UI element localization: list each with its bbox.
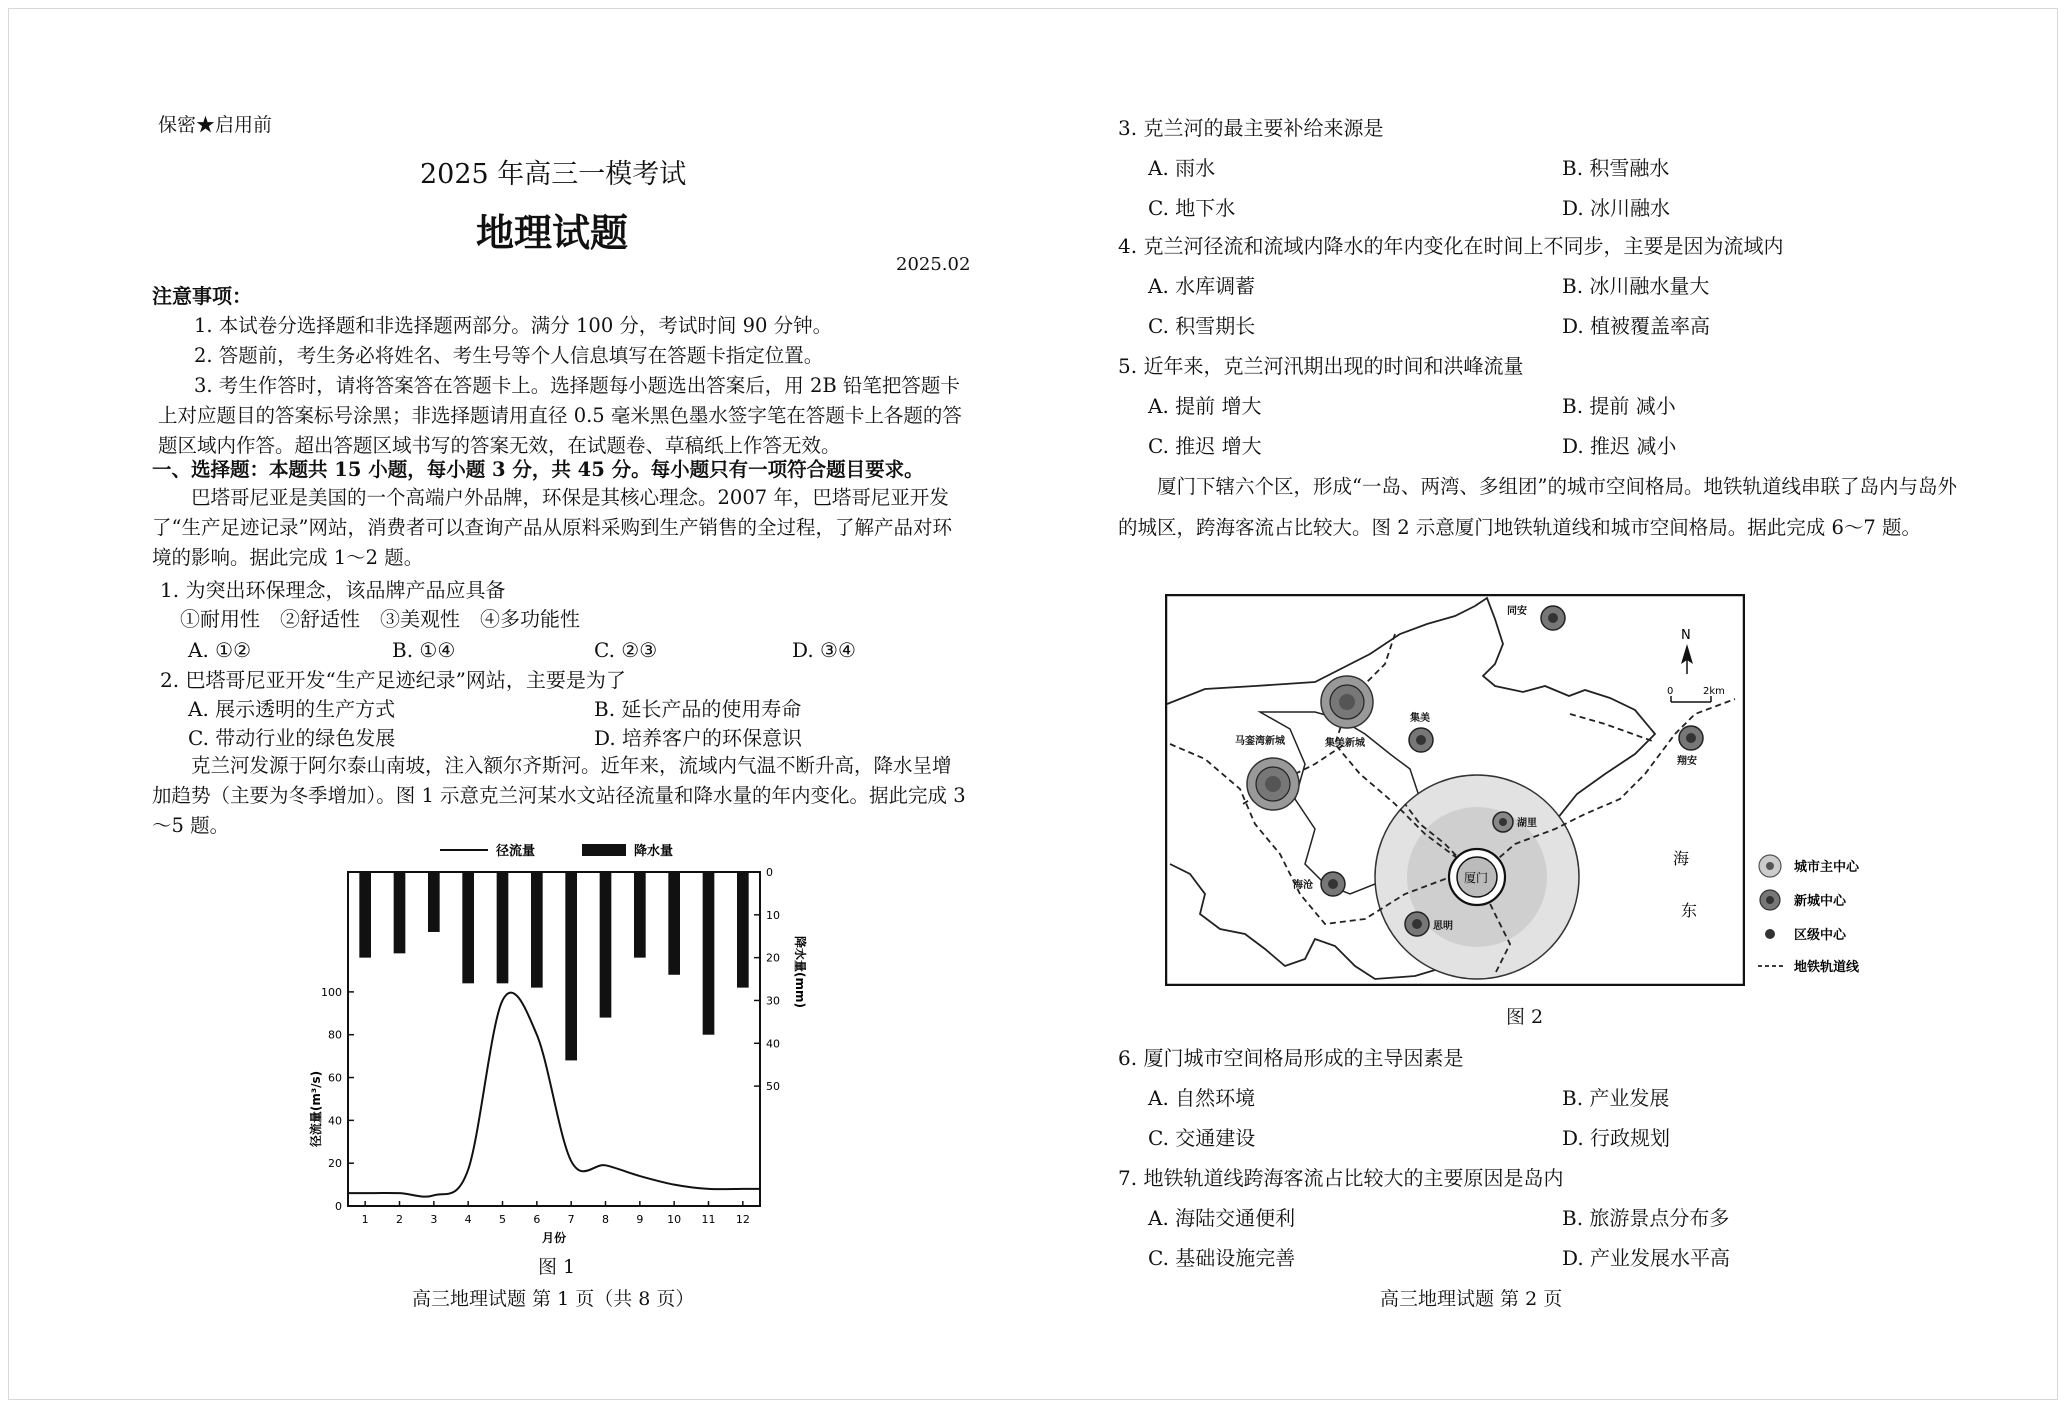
q7-stem: 7. 地铁轨道线跨海客流占比较大的主要原因是岛内 [1118, 1166, 1564, 1190]
page-2-footer: 高三地理试题 第 2 页 [1380, 1288, 1563, 1310]
q2-option-a[interactable]: A. 展示透明的生产方式 [188, 697, 396, 721]
x-tick-label-8: 8 [602, 1213, 609, 1226]
main-center-xiamen [1449, 849, 1505, 905]
right-tick-label-30: 30 [766, 994, 780, 1008]
x-tick-label-6: 6 [533, 1213, 541, 1226]
precip-bar-7 [565, 872, 577, 1060]
label-sea-hai: 海 [1673, 849, 1690, 868]
q3-option-c[interactable]: C. 地下水 [1148, 196, 1236, 220]
x-axis-label: 月份 [541, 1231, 567, 1245]
x-tick-label-12: 12 [735, 1213, 750, 1226]
figure-1-caption: 图 1 [538, 1256, 576, 1278]
plot-frame [348, 872, 760, 1206]
q7-option-d[interactable]: D. 产业发展水平高 [1562, 1246, 1731, 1270]
label-huli: 湖里 [1517, 818, 1537, 829]
runoff-precipitation-chart [300, 836, 820, 1246]
note-1: 1. 本试卷分选择题和非选择题两部分。满分 100 分，考试时间 90 分钟。 [194, 314, 833, 337]
right-tick-label-50: 50 [766, 1080, 780, 1094]
legend-new-city: 新城中心 [1794, 894, 1847, 909]
district-center-xiangan [1679, 726, 1703, 750]
legend-main-center: 城市主中心 [1794, 860, 1860, 875]
q4-stem: 4. 克兰河径流和流域内降水的年内变化在时间上不同步，主要是因为流域内 [1118, 234, 1784, 258]
district-center-jimei [1409, 728, 1433, 752]
q3-option-b[interactable]: B. 积雪融水 [1562, 156, 1670, 180]
scale-zero: 0 [1667, 686, 1674, 697]
note-3: 3. 考生作答时，请将答案答在答题卡上。选择题每小题选出答案后，用 2B 铅笔把答题卡上对应题目的答案标号涂黑；非选择题请用直径 0.5 毫米黑色墨水签字笔在答题卡上各题的答题区域内作答。超出答题区域书写的答案无效，在试题卷、草稿纸上作答无效。 [158, 374, 962, 457]
left-tick-label-60: 60 [328, 1071, 342, 1085]
x-tick-label-2: 2 [396, 1213, 403, 1226]
right-axis-label: 降水量(mm) [793, 936, 807, 1008]
precip-bar-10 [668, 872, 680, 975]
precip-bar-8 [600, 872, 612, 1018]
label-xiangan: 翔安 [1677, 756, 1697, 767]
exam-date: 2025.02 [896, 254, 971, 275]
north-label: N [1681, 628, 1691, 643]
q4-option-b[interactable]: B. 冰川融水量大 [1562, 274, 1710, 298]
left-tick-label-20: 20 [328, 1157, 342, 1171]
precip-bar-5 [497, 872, 509, 983]
precip-bar-4 [462, 872, 474, 983]
q3-option-a[interactable]: A. 雨水 [1148, 156, 1216, 180]
q1-option-a[interactable]: A. ①② [188, 638, 252, 662]
label-siming: 思明 [1433, 921, 1453, 932]
right-tick-label-40: 40 [766, 1037, 780, 1051]
q6-option-a[interactable]: A. 自然环境 [1148, 1086, 1256, 1110]
q2-stem: 2. 巴塔哥尼亚开发“生产足迹纪录”网站，主要是为了 [160, 668, 626, 692]
precip-bar-1 [359, 872, 371, 958]
q4-option-d[interactable]: D. 植被覆盖率高 [1562, 314, 1711, 338]
q4-option-a[interactable]: A. 水库调蓄 [1148, 274, 1256, 298]
runoff-line [348, 993, 760, 1197]
district-center-tongan [1541, 606, 1565, 630]
label-maluanwan: 马銮湾新城 [1235, 736, 1285, 747]
left-tick-label-100: 100 [321, 985, 342, 999]
precip-bar-6 [531, 872, 543, 988]
x-tick-label-4: 4 [464, 1213, 472, 1226]
left-tick-label-0: 0 [335, 1200, 342, 1213]
district-center-haicang [1321, 872, 1345, 896]
legend-district-icon [1765, 929, 1775, 939]
q5-stem: 5. 近年来，克兰河汛期出现的时间和洪峰流量 [1118, 354, 1524, 378]
label-tongan: 同安 [1507, 606, 1527, 617]
q1-items: ①耐用性 ②舒适性 ③美观性 ④多功能性 [180, 607, 580, 631]
q2-option-c[interactable]: C. 带动行业的绿色发展 [188, 726, 396, 750]
secrecy-mark: 保密★启用前 [158, 114, 273, 136]
precip-bar-9 [634, 872, 646, 958]
legend-runoff-label: 径流量 [496, 844, 536, 859]
x-tick-label-9: 9 [636, 1213, 644, 1226]
note-2: 2. 答题前，考生务必将姓名、考生号等个人信息填写在答题卡指定位置。 [194, 344, 824, 367]
notes-heading: 注意事项： [152, 284, 252, 308]
x-tick-label-7: 7 [567, 1213, 575, 1226]
q6-stem: 6. 厦门城市空间格局形成的主导因素是 [1118, 1046, 1464, 1070]
label-jimei-new: 集美新城 [1325, 738, 1365, 749]
label-sea-dong: 东 [1681, 901, 1698, 920]
precip-bar-3 [428, 872, 440, 932]
material-2: 克兰河发源于阿尔泰山南坡，注入额尔齐斯河。近年来，流域内气温不断升高，降水呈增加趋势（主要为冬季增加）。图 1 示意克兰河某水文站径流量和降水量的年内变化。据此完成 3～5 题。 [152, 754, 966, 837]
scale-2km: 2km [1703, 686, 1725, 697]
q4-option-c[interactable]: C. 积雪期长 [1148, 314, 1256, 338]
section-1-heading: 一、选择题：本题共 15 小题，每小题 3 分，共 45 分。每小题只有一项符合题目要求。 [152, 458, 924, 481]
x-tick-label-1: 1 [361, 1213, 369, 1226]
label-haicang: 海沧 [1293, 880, 1313, 891]
left-tick-label-40: 40 [328, 1114, 342, 1128]
district-center-siming [1405, 912, 1429, 936]
right-tick-label-0: 0 [766, 866, 773, 879]
x-tick-label-11: 11 [701, 1213, 716, 1226]
q6-option-b[interactable]: B. 产业发展 [1562, 1086, 1670, 1110]
x-tick-label-10: 10 [667, 1213, 682, 1226]
district-center-huli [1493, 812, 1513, 832]
precip-bar-12 [737, 872, 749, 988]
left-axis-label: 径流量(m³/s) [309, 1070, 323, 1148]
precip-bar-11 [703, 872, 715, 1035]
xiamen-map [1165, 594, 1745, 986]
q2-option-d[interactable]: D. 培养客户的环保意识 [594, 726, 803, 750]
right-tick-label-10: 10 [766, 908, 780, 922]
center-label: 厦门 [1464, 871, 1489, 885]
material-1: 巴塔哥尼亚是美国的一个高端户外品牌，环保是其核心理念。2007 年，巴塔哥尼亚开发了“生产足迹记录”网站，消费者可以查询产品从原料采购到生产销售的全过程，了解产品对环境的影响。据此完成 1～2 题。 [152, 486, 952, 569]
right-tick-label-20: 20 [766, 951, 780, 965]
page-1-footer: 高三地理试题 第 1 页（共 8 页） [412, 1288, 695, 1310]
legend-district: 区级中心 [1794, 928, 1847, 943]
precip-bar-2 [394, 872, 406, 953]
q5-option-c[interactable]: C. 推迟 增大 [1148, 434, 1262, 458]
q1-stem: 1. 为突出环保理念，该品牌产品应具备 [160, 578, 506, 602]
q1-option-d[interactable]: D. ③④ [792, 638, 856, 662]
q1-option-b[interactable]: B. ①④ [392, 638, 456, 662]
legend-metro: 地铁轨道线 [1794, 960, 1860, 975]
legend-precip-label: 降水量 [634, 844, 674, 859]
q7-option-c[interactable]: C. 基础设施完善 [1148, 1246, 1296, 1270]
figure-2-caption: 图 2 [1506, 1006, 1544, 1028]
exam-title: 2025 年高三一模考试 [420, 159, 687, 190]
material-3: 厦门下辖六个区，形成“一岛、两湾、多组团”的城市空间格局。地铁轨道线串联了岛内与岛外的城区，跨海客流占比较大。图 2 示意厦门地铁轨道线和城市空间格局。据此完成 6～7 题。 [1118, 475, 1957, 539]
new-city-center-maluanwan [1247, 758, 1299, 810]
q6-option-c[interactable]: C. 交通建设 [1148, 1126, 1256, 1150]
q5-option-b[interactable]: B. 提前 减小 [1562, 394, 1676, 418]
q5-option-a[interactable]: A. 提前 增大 [1148, 394, 1262, 418]
q3-stem: 3. 克兰河的最主要补给来源是 [1118, 116, 1384, 140]
subject-title: 地理试题 [476, 210, 629, 255]
x-tick-label-3: 3 [430, 1213, 438, 1226]
q3-option-d[interactable]: D. 冰川融水 [1562, 196, 1671, 220]
q7-option-b[interactable]: B. 旅游景点分布多 [1562, 1206, 1730, 1230]
left-tick-label-80: 80 [328, 1028, 342, 1042]
x-tick-label-5: 5 [499, 1213, 506, 1226]
q5-option-d[interactable]: D. 推迟 减小 [1562, 434, 1677, 458]
q1-option-c[interactable]: C. ②③ [594, 638, 658, 662]
label-jimei: 集美 [1410, 713, 1430, 724]
new-city-center-jimei [1321, 676, 1373, 728]
legend-precip-swatch [582, 844, 626, 856]
q7-option-a[interactable]: A. 海陆交通便利 [1148, 1206, 1296, 1230]
q2-option-b[interactable]: B. 延长产品的使用寿命 [594, 697, 802, 721]
q6-option-d[interactable]: D. 行政规划 [1562, 1126, 1671, 1150]
